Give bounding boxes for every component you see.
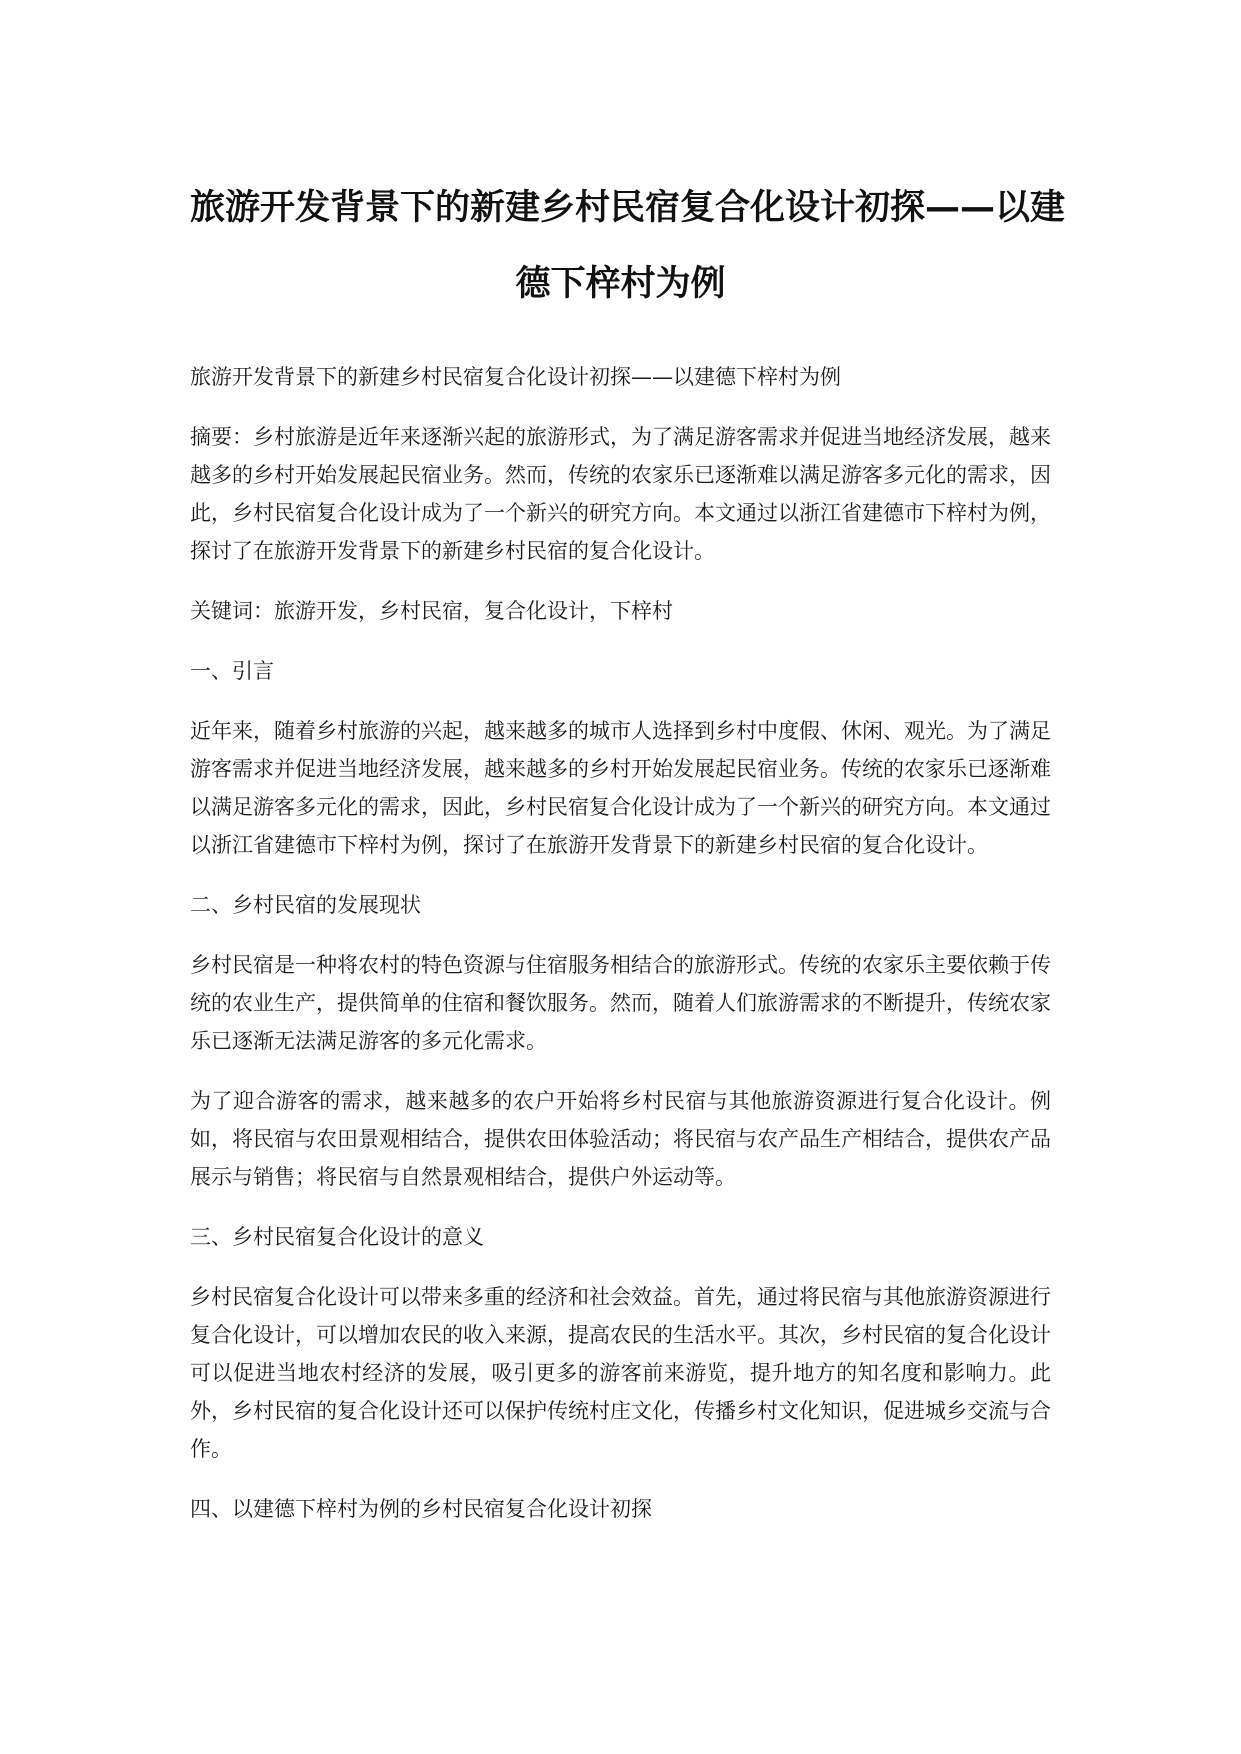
development-status-paragraph-2: 为了迎合游客的需求，越来越多的农户开始将乡村民宿与其他旅游资源进行复合化设计。例如，将民宿与农田景观相结合，提供农田体验活动；将民宿与农产品生产相结合，提供农产品展示与销售；将民宿与自然景观相结合，提供户外运动等。 — [190, 1089, 1051, 1189]
document-body — [190, 358, 1051, 1550]
title-line-2: 德下梓村为例 — [515, 264, 726, 304]
subtitle: 旅游开发背景下的新建乡村民宿复合化设计初探——以建德下梓村为例 — [190, 365, 841, 389]
section-heading-case-study: 四、以建德下梓村为例的乡村民宿复合化设计初探 — [190, 1497, 652, 1521]
section-heading-introduction: 一、引言 — [190, 659, 274, 683]
development-status-paragraph-1: 乡村民宿是一种将农村的特色资源与住宿服务相结合的旅游形式。传统的农家乐主要依赖于传统的农业生产，提供简单的住宿和餐饮服务。然而，随着人们旅游需求的不断提升，传统农家乐已逐渐无法满足游客的多元化需求。 — [190, 953, 1051, 1053]
section-heading-development-status: 二、乡村民宿的发展现状 — [190, 893, 421, 917]
abstract-paragraph: 摘要：乡村旅游是近年来逐渐兴起的旅游形式，为了满足游客需求并促进当地经济发展，越来越多的乡村开始发展起民宿业务。然而，传统的农家乐已逐渐难以满足游客多元化的需求，因此，乡村民宿复合化设计成为了一个新兴的研究方向。本文通过以浙江省建德市下梓村为例，探讨了在旅游开发背景下的新建乡村民宿的复合化设计。 — [190, 425, 1051, 563]
section-heading-significance: 三、乡村民宿复合化设计的意义 — [190, 1225, 484, 1249]
significance-paragraph: 乡村民宿复合化设计可以带来多重的经济和社会效益。首先，通过将民宿与其他旅游资源进行复合化设计，可以增加农民的收入来源，提高农民的生活水平。其次，乡村民宿的复合化设计可以促进当地农村经济的发展，吸引更多的游客前来游览，提升地方的知名度和影响力。此外，乡村民宿的复合化设计还可以保护传统村庄文化，传播乡村文化知识，促进城乡交流与合作。 — [190, 1285, 1051, 1461]
keywords-line: 关键词：旅游开发，乡村民宿，复合化设计，下梓村 — [190, 599, 673, 623]
title-line-1: 旅游开发背景下的新建乡村民宿复合化设计初探——以建 — [190, 188, 1066, 228]
document-title — [190, 170, 1066, 322]
introduction-paragraph: 近年来，随着乡村旅游的兴起，越来越多的城市人选择到乡村中度假、休闲、观光。为了满足游客需求并促进当地经济发展，越来越多的乡村开始发展起民宿业务。传统的农家乐已逐渐难以满足游客多元化的需求，因此，乡村民宿复合化设计成为了一个新兴的研究方向。本文通过以浙江省建德市下梓村为例，探讨了在旅游开发背景下的新建乡村民宿的复合化设计。 — [190, 719, 1051, 857]
